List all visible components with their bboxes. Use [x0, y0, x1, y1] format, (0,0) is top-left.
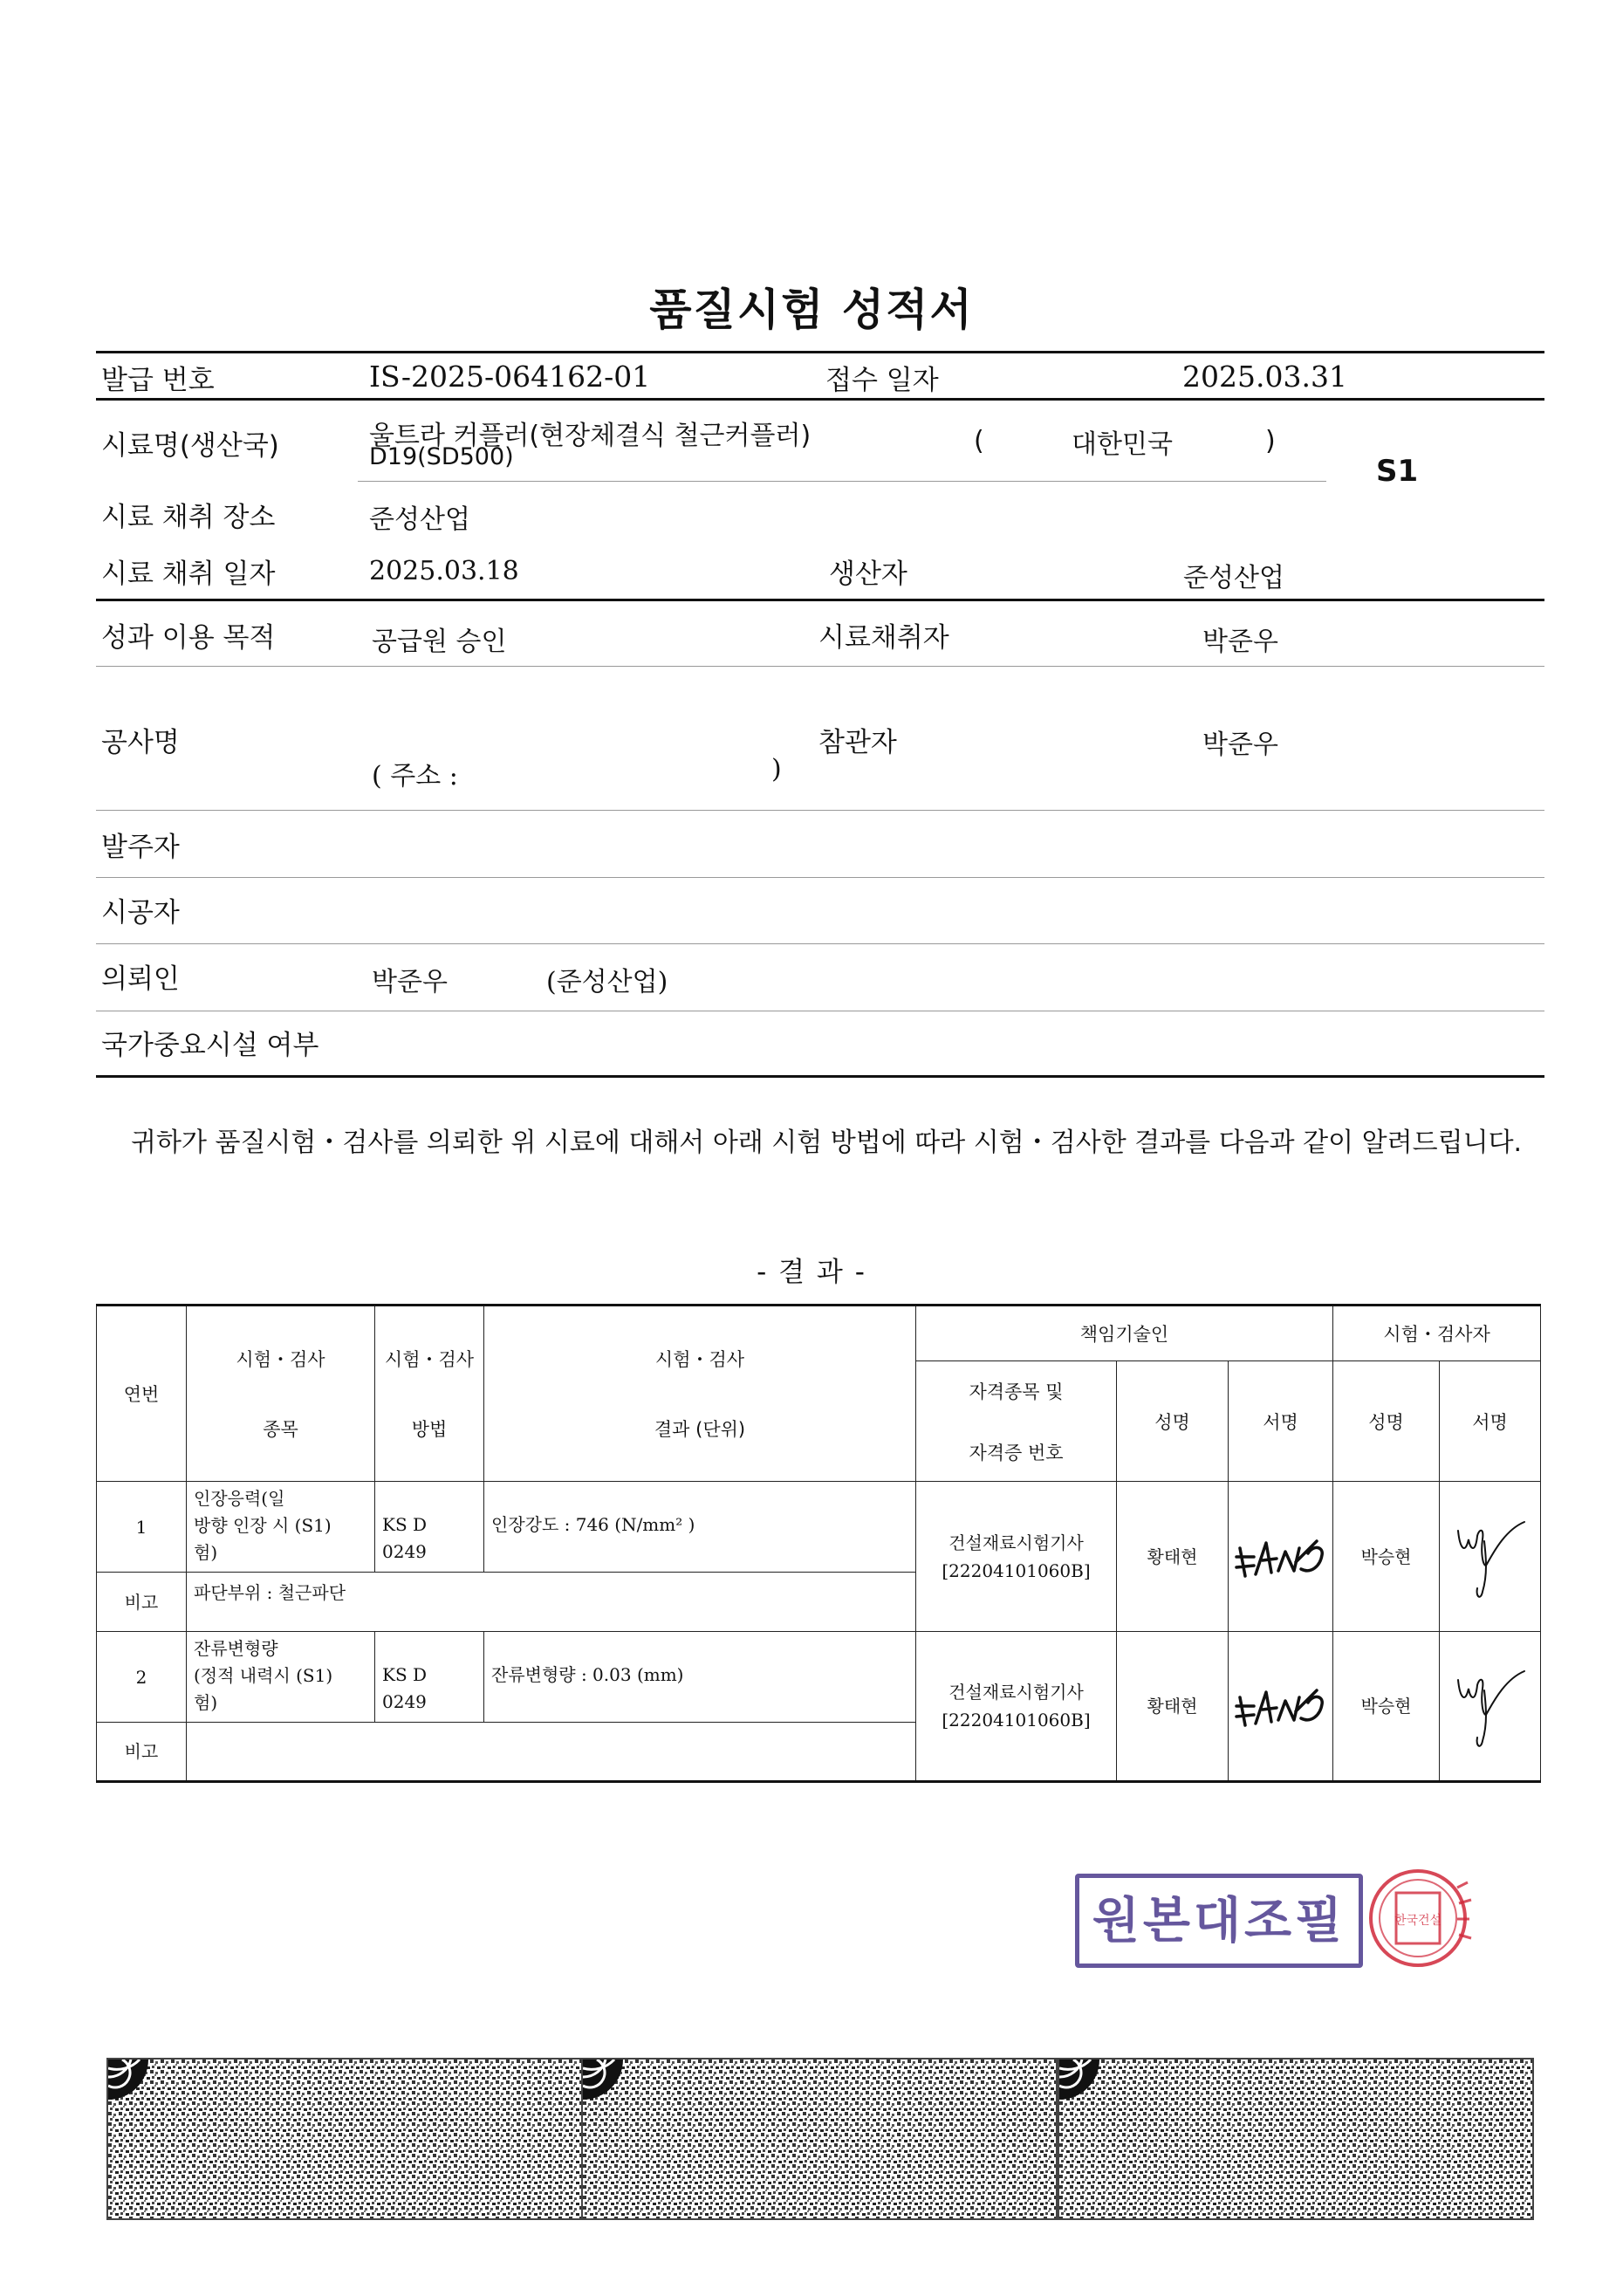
notice-paragraph	[96, 1126, 1544, 1161]
security-pattern-icon	[583, 2060, 1058, 2220]
header-engineer: 책임기술인	[916, 1306, 1333, 1361]
row1-qual-line1: 건설재료시험기사	[948, 1532, 1084, 1553]
seal-text: 한국건설	[1394, 1914, 1442, 1928]
row2-no: 2	[97, 1632, 187, 1723]
header-qualification	[916, 1361, 1117, 1482]
header-item-bottom: 종목	[263, 1419, 298, 1440]
tester-signature-icon	[1451, 1504, 1530, 1609]
sample-name-line1: 울트라 커플러(현장체결식 철근커플러)	[369, 421, 812, 451]
witness-label: 참관자	[818, 727, 897, 758]
header-top-rule	[96, 351, 1544, 353]
security-pattern-icon	[108, 2060, 583, 2220]
purpose-label: 성과 이용 목적	[101, 622, 276, 654]
header-tester-name: 성명	[1333, 1361, 1440, 1482]
purpose-value: 공급원 승인	[372, 627, 507, 657]
header-tester: 시험・검사자	[1333, 1306, 1541, 1361]
contractor-label: 시공자	[101, 897, 180, 929]
row1-engineer-name: 황태현	[1117, 1482, 1229, 1632]
header-rule-4	[96, 666, 1544, 667]
header-result	[484, 1306, 916, 1482]
tester-signature-icon	[1451, 1654, 1530, 1758]
row2-item	[187, 1632, 375, 1723]
row2-item-line2: (정적 내력시 (S1)	[194, 1665, 333, 1686]
row2-qual-line2: [22204101060B]	[942, 1710, 1091, 1731]
country-value: 대한민국	[1072, 429, 1173, 460]
row2-result: 잔류변형량 : 0.03 (mm)	[484, 1632, 916, 1723]
header-rule-2	[358, 481, 1326, 482]
row2-item-line3: 험)	[194, 1692, 218, 1713]
sampler-label: 시료채취자	[818, 622, 949, 654]
row2-qualification	[916, 1632, 1117, 1782]
address-close: )	[771, 754, 782, 785]
country-close-paren: )	[1265, 426, 1276, 456]
engineer-signature-icon	[1233, 1531, 1329, 1583]
row1-remark-label: 비고	[97, 1573, 187, 1632]
results-table	[96, 1304, 1541, 1783]
header-rule-7	[96, 943, 1544, 944]
row1-item	[187, 1482, 375, 1573]
receipt-date-label: 접수 일자	[825, 365, 939, 396]
header-item	[187, 1306, 375, 1482]
document-title: 품질시험 성적서	[649, 284, 974, 335]
results-title: - 결 과 -	[757, 1257, 866, 1288]
row1-tester-name: 박승현	[1333, 1482, 1440, 1632]
row1-engineer-signature	[1229, 1482, 1333, 1632]
header-method-bottom: 방법	[411, 1419, 448, 1440]
header-engineer-sign: 서명	[1229, 1361, 1333, 1482]
table-row	[97, 1482, 1541, 1573]
client-org: (준성산업)	[546, 967, 668, 997]
header-result-bottom: 결과 (단위)	[654, 1419, 746, 1440]
header-item-top: 시험・검사	[236, 1349, 325, 1370]
row1-qualification	[916, 1482, 1117, 1632]
sampling-place-label: 시료 채취 장소	[101, 502, 276, 533]
row1-no: 1	[97, 1482, 187, 1573]
header-engineer-name: 성명	[1117, 1361, 1229, 1482]
row1-result: 인장강도 : 746 (N/mm² )	[484, 1482, 916, 1573]
sample-name-line2: D19(SD500)	[369, 443, 514, 470]
witness-value: 박준우	[1202, 730, 1278, 760]
row2-remark	[187, 1723, 916, 1782]
header-bottom-rule	[96, 1075, 1544, 1078]
row1-item-line3: 험)	[194, 1542, 218, 1563]
row1-tester-signature	[1440, 1482, 1541, 1632]
table-row	[97, 1632, 1541, 1723]
row1-qual-line2: [22204101060B]	[942, 1559, 1091, 1581]
header-method	[375, 1306, 484, 1482]
producer-value: 준성산업	[1183, 563, 1284, 593]
engineer-signature-icon	[1233, 1680, 1329, 1732]
row1-remark: 파단부위 : 철근파단	[187, 1573, 916, 1632]
security-pattern-icon	[1059, 2060, 1534, 2220]
header-qual-line2: 자격증 번호	[969, 1442, 1064, 1463]
sampling-date-label: 시료 채취 일자	[101, 559, 276, 590]
row2-method: KS D 0249	[375, 1632, 484, 1723]
producer-label: 생산자	[829, 559, 907, 590]
issue-no-value: IS-2025-064162-01	[369, 360, 651, 394]
sampler-value: 박준우	[1202, 627, 1278, 657]
row2-engineer-name: 황태현	[1117, 1632, 1229, 1782]
notice-text: 귀하가 품질시험・검사를 의뢰한 위 시료에 대해서 아래 시험 방법에 따라 시험・검사한 결과를 다음과 같이 알려드립니다.	[131, 1127, 1523, 1158]
sample-code: S1	[1376, 454, 1419, 489]
security-code-block-1	[106, 2058, 583, 2220]
client-label: 의뢰인	[101, 963, 180, 995]
security-code-block-3	[1058, 2058, 1534, 2220]
project-label: 공사명	[101, 727, 180, 758]
original-copy-stamp: 원본대조필	[1075, 1874, 1363, 1968]
orderer-label: 발주자	[101, 832, 180, 863]
header-tester-sign: 서명	[1440, 1361, 1541, 1482]
row2-engineer-signature	[1229, 1632, 1333, 1782]
row2-tester-name: 박승현	[1333, 1632, 1440, 1782]
sample-name-label: 시료명(생산국)	[101, 430, 279, 462]
row1-method: KS D 0249	[375, 1482, 484, 1573]
header-rule-1	[96, 398, 1544, 401]
address-label: ( 주소 :	[372, 761, 458, 792]
sampling-place-value: 준성산업	[369, 504, 470, 535]
row1-item-line2: 방향 인장 시 (S1)	[194, 1515, 332, 1536]
row2-item-line1: 잔류변형량	[194, 1638, 278, 1659]
issue-no-label: 발급 번호	[101, 365, 215, 396]
header-no: 연번	[97, 1306, 187, 1482]
row2-remark-label: 비고	[97, 1723, 187, 1782]
client-name: 박준우	[372, 967, 448, 997]
header-result-top: 시험・검사	[654, 1349, 745, 1370]
row2-tester-signature	[1440, 1632, 1541, 1782]
security-code-block-2	[581, 2058, 1058, 2220]
header-method-top: 시험・검사	[384, 1349, 475, 1370]
national-facility-label: 국가중요시설 여부	[101, 1030, 319, 1061]
sampling-date-value: 2025.03.18	[369, 556, 519, 586]
header-qual-line1: 자격종목 및	[969, 1381, 1064, 1402]
header-rule-6	[96, 877, 1544, 878]
header-rule-5	[96, 810, 1544, 811]
country-open-paren: (	[974, 426, 984, 456]
row1-item-line1: 인장응력(일	[194, 1488, 285, 1509]
receipt-date-value: 2025.03.31	[1182, 360, 1347, 394]
header-rule-3	[96, 599, 1544, 601]
row2-qual-line1: 건설재료시험기사	[948, 1682, 1084, 1703]
red-seal-icon	[1361, 1861, 1483, 1975]
